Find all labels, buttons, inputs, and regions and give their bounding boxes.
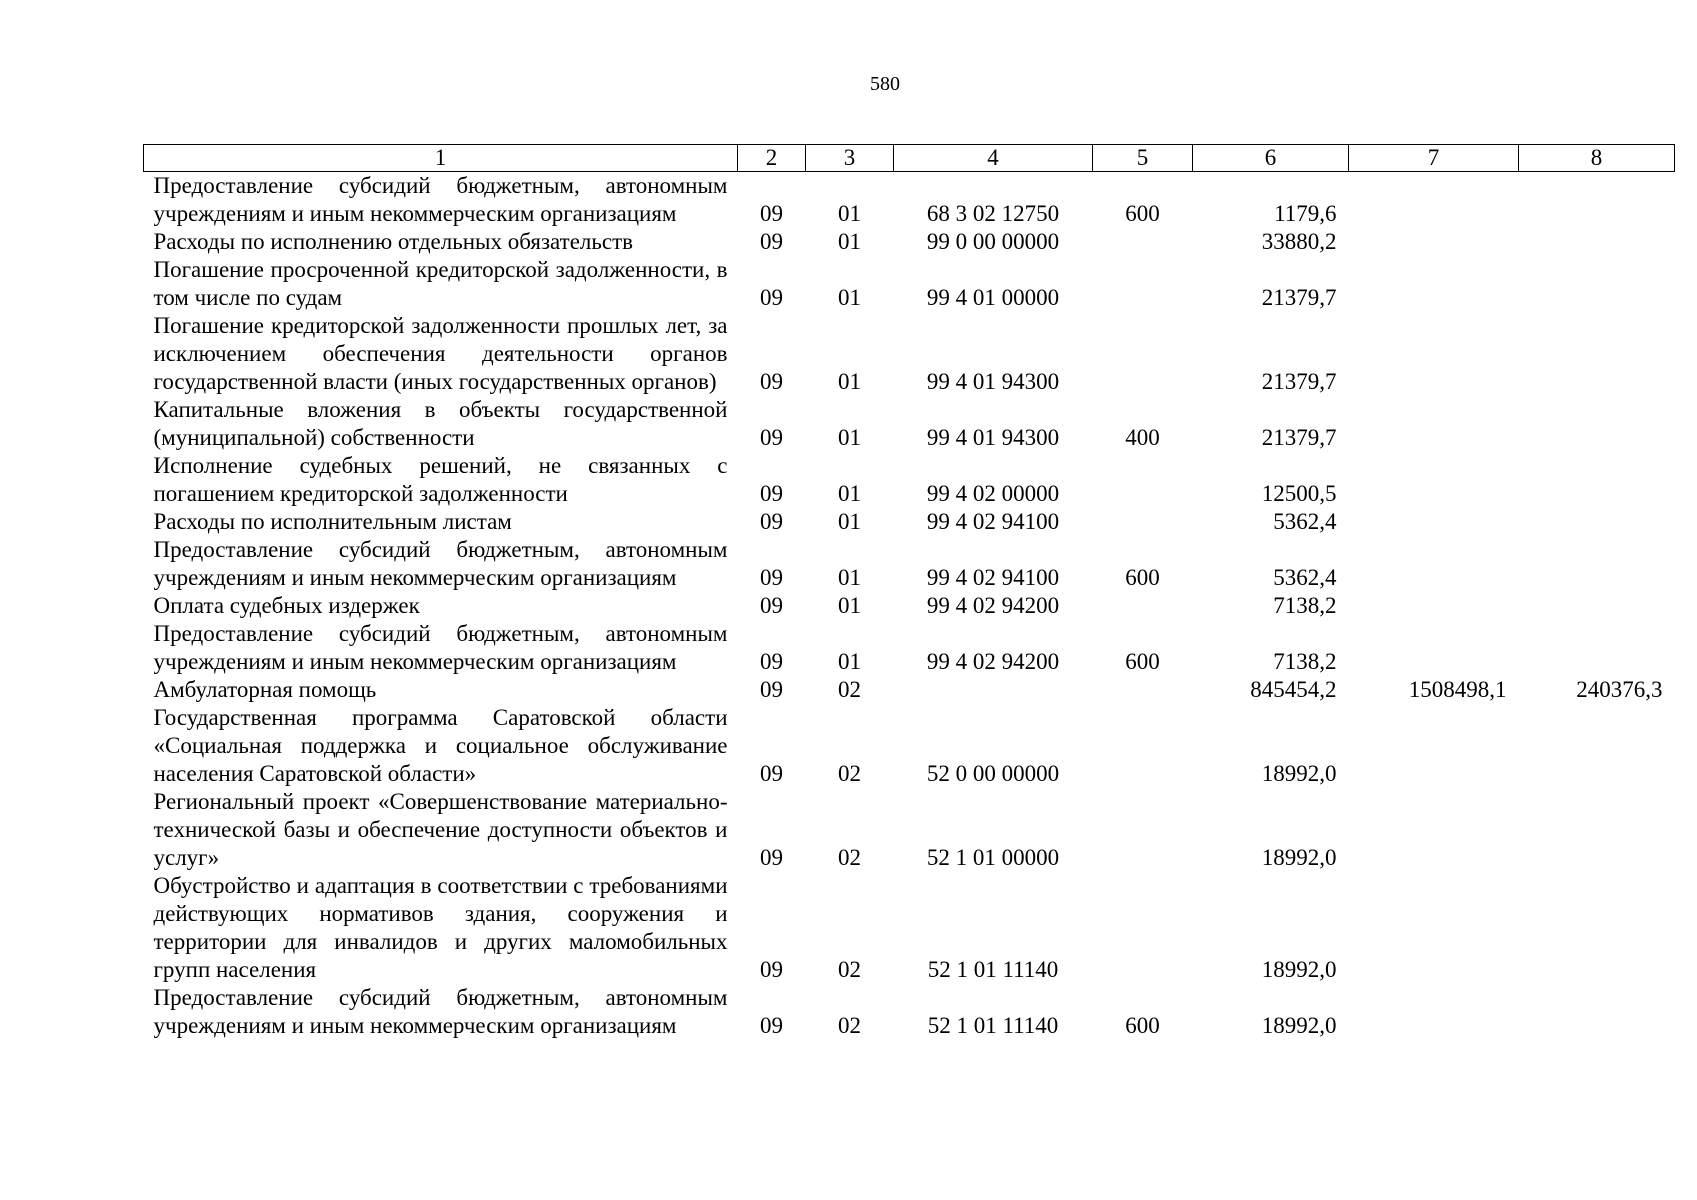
cell-amount-col7 <box>1349 592 1519 620</box>
table-header <box>144 145 1675 172</box>
cell-subsection: 01 <box>838 509 861 534</box>
table-row <box>144 592 1675 620</box>
cell-expense-type <box>1093 508 1193 536</box>
cell-target-code: 52 1 01 11140 <box>927 957 1059 982</box>
cell-subsection: 02 <box>838 761 861 786</box>
cell-amount-col7: 1508498,1 <box>1408 677 1507 702</box>
row-name: Предоставление субсидий бюджетным, автономным учреждениям и иным некоммерческим организациям <box>153 985 728 1038</box>
table-row <box>144 788 1675 872</box>
cell-amount-col8 <box>1519 872 1675 984</box>
cell-expense-type: 600 <box>1125 201 1160 226</box>
cell-amount-col6: 5362,4 <box>1273 565 1337 590</box>
cell-subsection: 02 <box>838 677 861 702</box>
row-name: Погашение кредиторской задолженности прошлых лет, за исключением обеспечения деятельности органов государственной власти (иных государственных органов) <box>153 313 728 394</box>
cell-section: 09 <box>760 845 783 870</box>
column-header: 1 <box>144 145 738 172</box>
cell-subsection: 02 <box>838 957 861 982</box>
cell-target-code: 99 0 00 00000 <box>926 229 1060 254</box>
table-body <box>144 172 1675 1041</box>
cell-amount-col8 <box>1519 788 1675 872</box>
cell-subsection: 02 <box>838 845 861 870</box>
row-name: Расходы по исполнительным листам <box>153 509 512 534</box>
cell-subsection: 01 <box>838 201 861 226</box>
column-header: 5 <box>1093 145 1193 172</box>
table-row <box>144 620 1675 676</box>
cell-target-code: 99 4 02 94100 <box>926 565 1060 590</box>
cell-section: 09 <box>760 677 783 702</box>
cell-section: 09 <box>760 761 783 786</box>
cell-amount-col8: 240376,3 <box>1576 677 1663 702</box>
cell-expense-type <box>1093 704 1193 788</box>
row-name: Погашение просроченной кредиторской задолженности, в том числе по судам <box>153 257 728 310</box>
cell-section: 09 <box>760 201 783 226</box>
cell-target-code: 99 4 01 00000 <box>926 285 1060 310</box>
table-row <box>144 536 1675 592</box>
table-row <box>144 256 1675 312</box>
cell-amount-col8 <box>1519 228 1675 256</box>
cell-expense-type <box>1093 872 1193 984</box>
row-name: Обустройство и адаптация в соответствии с требованиями действующих нормативов здания, сооружения и территории для инвалидов и других маломобильных групп населения <box>153 873 728 982</box>
cell-amount-col8 <box>1519 256 1675 312</box>
cell-amount-col7 <box>1349 228 1519 256</box>
cell-target-code: 99 4 02 94200 <box>926 649 1060 674</box>
column-header: 7 <box>1349 145 1519 172</box>
cell-expense-type <box>1093 788 1193 872</box>
cell-target-code: 68 3 02 12750 <box>926 201 1060 226</box>
cell-section: 09 <box>760 509 783 534</box>
cell-amount-col8 <box>1519 592 1675 620</box>
cell-subsection: 01 <box>838 229 861 254</box>
cell-expense-type <box>1093 452 1193 508</box>
cell-expense-type: 400 <box>1125 425 1160 450</box>
cell-section: 09 <box>760 1013 783 1038</box>
column-header: 2 <box>738 145 806 172</box>
cell-amount-col7 <box>1349 872 1519 984</box>
row-name: Предоставление субсидий бюджетным, автономным учреждениям и иным некоммерческим организациям <box>153 173 728 226</box>
cell-target-code: 99 4 02 94200 <box>926 593 1060 618</box>
cell-amount-col7 <box>1349 256 1519 312</box>
cell-amount-col6: 5362,4 <box>1273 509 1337 534</box>
row-name: Амбулаторная помощь <box>153 677 377 702</box>
cell-amount-col6: 33880,2 <box>1261 229 1337 254</box>
cell-amount-col8 <box>1519 396 1675 452</box>
row-name: Предоставление субсидий бюджетным, автономным учреждениям и иным некоммерческим организациям <box>153 537 728 590</box>
cell-amount-col6: 18992,0 <box>1261 845 1337 870</box>
table-row <box>144 676 1675 704</box>
cell-section: 09 <box>760 229 783 254</box>
cell-amount-col7 <box>1349 452 1519 508</box>
table-row <box>144 704 1675 788</box>
row-name: Государственная программа Саратовской области «Социальная поддержка и социальное обслуживание населения Саратовской области» <box>153 705 728 786</box>
cell-expense-type <box>1093 256 1193 312</box>
table-row <box>144 984 1675 1040</box>
cell-amount-col6: 845454,2 <box>1250 677 1337 702</box>
cell-subsection: 01 <box>838 425 861 450</box>
cell-amount-col6: 21379,7 <box>1261 369 1337 394</box>
cell-amount-col6: 18992,0 <box>1261 957 1337 982</box>
cell-expense-type: 600 <box>1125 1013 1160 1038</box>
cell-expense-type: 600 <box>1125 565 1160 590</box>
column-header: 4 <box>894 145 1093 172</box>
cell-expense-type <box>1093 312 1193 396</box>
table-row <box>144 228 1675 256</box>
cell-subsection: 01 <box>838 593 861 618</box>
cell-subsection: 01 <box>838 481 861 506</box>
cell-target-code: 99 4 02 94100 <box>926 509 1060 534</box>
cell-expense-type <box>1093 592 1193 620</box>
row-name: Оплата судебных издержек <box>153 593 420 618</box>
cell-section: 09 <box>760 425 783 450</box>
page-number: 580 <box>870 73 900 95</box>
table-row <box>144 312 1675 396</box>
cell-target-code: 99 4 02 00000 <box>926 481 1060 506</box>
cell-amount-col8 <box>1519 452 1675 508</box>
row-name: Капитальные вложения в объекты государственной (муниципальной) собственности <box>153 397 728 450</box>
cell-amount-col8 <box>1519 312 1675 396</box>
cell-section: 09 <box>760 285 783 310</box>
cell-section: 09 <box>760 649 783 674</box>
column-header: 8 <box>1519 145 1675 172</box>
table-row <box>144 172 1675 229</box>
cell-target-code: 99 4 01 94300 <box>926 425 1060 450</box>
cell-expense-type <box>1093 228 1193 256</box>
row-name: Региональный проект «Совершенствование материально-технической базы и обеспечение доступности объектов и услуг» <box>153 789 728 870</box>
cell-amount-col7 <box>1349 172 1519 229</box>
cell-amount-col8 <box>1519 172 1675 229</box>
cell-amount-col8 <box>1519 536 1675 592</box>
cell-subsection: 01 <box>838 565 861 590</box>
row-name: Исполнение судебных решений, не связанных с погашением кредиторской задолженности <box>153 453 728 506</box>
column-header: 3 <box>806 145 894 172</box>
cell-amount-col6: 18992,0 <box>1261 1013 1337 1038</box>
cell-target-code: 52 0 00 00000 <box>926 761 1060 786</box>
cell-target-code: 99 4 01 94300 <box>926 369 1060 394</box>
table-row <box>144 452 1675 508</box>
cell-amount-col6: 18992,0 <box>1261 761 1337 786</box>
cell-target-code: 52 1 01 00000 <box>926 845 1060 870</box>
row-name: Расходы по исполнению отдельных обязательств <box>153 229 633 254</box>
cell-amount-col7 <box>1349 788 1519 872</box>
cell-amount-col8 <box>1519 704 1675 788</box>
cell-section: 09 <box>760 481 783 506</box>
cell-amount-col6: 7138,2 <box>1273 649 1337 674</box>
column-header: 6 <box>1193 145 1349 172</box>
cell-section: 09 <box>760 593 783 618</box>
cell-section: 09 <box>760 957 783 982</box>
table-row <box>144 396 1675 452</box>
cell-amount-col7 <box>1349 536 1519 592</box>
cell-expense-type: 600 <box>1125 649 1160 674</box>
cell-target-code <box>894 676 1093 704</box>
cell-amount-col8 <box>1519 984 1675 1040</box>
cell-amount-col6: 1179,6 <box>1274 201 1337 226</box>
cell-amount-col6: 7138,2 <box>1273 593 1337 618</box>
cell-amount-col7 <box>1349 984 1519 1040</box>
cell-target-code: 52 1 01 11140 <box>927 1013 1059 1038</box>
cell-subsection: 01 <box>838 285 861 310</box>
cell-amount-col8 <box>1519 620 1675 676</box>
header-row <box>144 145 1675 172</box>
cell-section: 09 <box>760 565 783 590</box>
cell-amount-col6: 21379,7 <box>1261 285 1337 310</box>
cell-subsection: 02 <box>838 1013 861 1038</box>
cell-amount-col7 <box>1349 620 1519 676</box>
table-row <box>144 508 1675 536</box>
table-row <box>144 872 1675 984</box>
cell-subsection: 01 <box>838 649 861 674</box>
cell-amount-col7 <box>1349 396 1519 452</box>
cell-amount-col6: 21379,7 <box>1261 425 1337 450</box>
cell-amount-col7 <box>1349 312 1519 396</box>
cell-amount-col8 <box>1519 508 1675 536</box>
row-name: Предоставление субсидий бюджетным, автономным учреждениям и иным некоммерческим организациям <box>153 621 728 674</box>
cell-amount-col7 <box>1349 508 1519 536</box>
cell-section: 09 <box>760 369 783 394</box>
cell-expense-type <box>1093 676 1193 704</box>
cell-subsection: 01 <box>838 369 861 394</box>
cell-amount-col6: 12500,5 <box>1261 481 1337 506</box>
budget-table <box>143 144 1675 1040</box>
cell-amount-col7 <box>1349 704 1519 788</box>
